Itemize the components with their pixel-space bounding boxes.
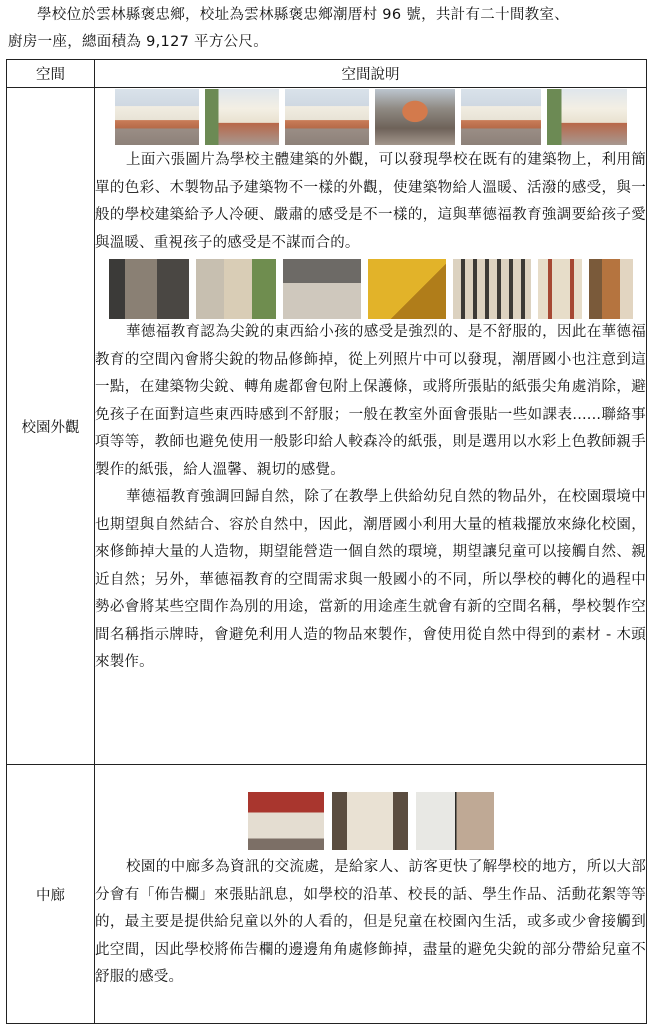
header-description: 空間說明 xyxy=(95,60,647,88)
paragraph-exterior-2: 華德福教育認為尖銳的東西給小孩的感受是強烈的、是不舒服的，因此在華德福教育的空間內會將尖銳的物品修飾掉，從上列照片中可以發現，潮厝國小也注意到這一點，在建築物尖銳、轉角處都會包附上保護條，或將所張貼的紙張尖角處消除，避免孩子在面對這些東西時感到不舒服；一般在教室外面會張貼一些如課表......聯絡事項等等，教師也避免使用一般影印給人較森冷的紙張，則是選用以水彩上色教師親手製作的紙張，給人溫馨、親切的感覺。 xyxy=(95,324,646,478)
photo-building-2 xyxy=(205,89,279,145)
photo-strip-details xyxy=(95,259,646,319)
header-space: 空間 xyxy=(7,60,95,88)
photo-bulletin-board-3 xyxy=(416,792,494,850)
photo-yellow-wall xyxy=(368,259,446,319)
photo-window-frame xyxy=(538,259,582,319)
photo-bulletin-board-2 xyxy=(332,792,408,850)
intro-line-2: 廚房一座，總面積為 9,127 平方公尺。 xyxy=(8,34,269,50)
space-table xyxy=(6,59,647,1024)
row-body-campus-exterior xyxy=(95,88,647,765)
photo-strip-buildings xyxy=(95,88,646,145)
paragraph-exterior-3: 華德福教育強調回歸自然，除了在教學上供給幼兒自然的物品外，在校園環境中也期望與自然結合、容於自然中，因此，潮厝國小利用大量的植栽擺放來綠化校園，來修飾掉大量的人造物，期望能營造一個自然的環境，期望讓兒童可以接觸自然、親近自然；另外，華德福教育的空間需求與一般國小的不同，所以學校的轉化的過程中勢必會將某些空間作為別的用途，當新的用途產生就會有新的空間名稱，學校製作空間名稱指示牌時，會避免利用人造的物品來製作，會使用從自然中得到的素材 - 木頭來製作。 xyxy=(95,489,646,670)
paragraph-corridor: 校園的中廊多為資訊的交流處，是給家人、訪客更快了解學校的地方，所以大部分會有「佈告欄」來張貼訊息，如學校的沿革、校長的話、學生作品、活動花絮等等的，最主要是提供給兒童以外的人看的，但是兒童在校園內生活，或多或少會接觸到此空間，因此學校將佈告欄的邊邊角角處修飾掉，盡量的避免尖銳的部分帶給兒童不舒服的感受。 xyxy=(95,859,646,985)
table-row-campus-exterior xyxy=(7,88,647,765)
row-label-middle-corridor: 中廊 xyxy=(7,765,95,1024)
photo-bulletin-board-1 xyxy=(248,792,324,850)
intro-line-1: 學校位於雲林縣褒忠鄉，校址為雲林縣褒忠鄉潮厝村 96 號，共計有二十間教室、 xyxy=(37,7,570,23)
photo-building-3 xyxy=(285,89,369,145)
photo-windows xyxy=(453,259,531,319)
photo-building-1 xyxy=(115,89,199,145)
photo-strip-boards xyxy=(95,792,646,850)
photo-building-5 xyxy=(461,89,541,145)
intro-text xyxy=(8,2,648,56)
table-row-middle-corridor xyxy=(7,765,647,1024)
photo-building-6 xyxy=(547,89,627,145)
table-header-row xyxy=(7,60,647,88)
photo-building-gate xyxy=(375,89,455,145)
row-label-campus-exterior: 校園外觀 xyxy=(7,88,95,765)
photo-wall-corner xyxy=(283,259,361,319)
paragraph-exterior-1: 上面六張圖片為學校主體建築的外觀，可以發現學校在既有的建築物上，利用簡單的色彩、木製物品予建築物不一樣的外觀，使建築物給人溫暖、活潑的感受，與一般的學校建築給予人冷硬、嚴肅的感受是不一樣的，這與華德福教育強調要給孩子愛與溫暖、重視孩子的感受是不謀而合的。 xyxy=(95,152,646,251)
photo-wooden-door xyxy=(589,259,633,319)
photo-planters xyxy=(196,259,276,319)
photo-corridor xyxy=(109,259,189,319)
row-body-middle-corridor xyxy=(95,765,647,1024)
